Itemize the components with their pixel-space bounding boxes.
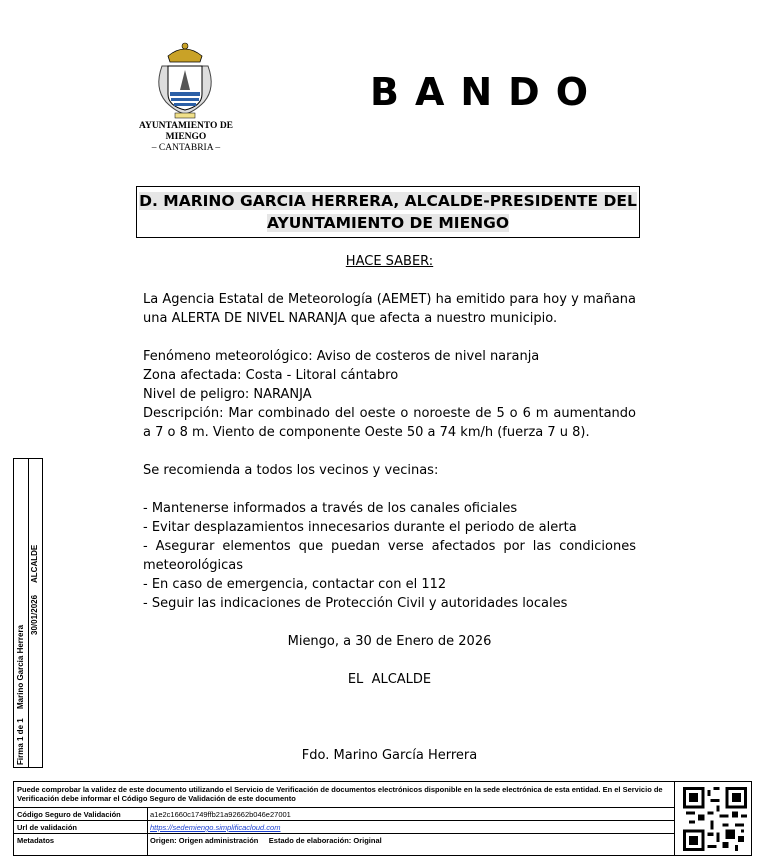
list-item: - En caso de emergencia, contactar con el 112	[143, 577, 447, 592]
issuer-title-box	[136, 186, 640, 238]
descripcion-paragraph: Descripción: Mar combinado del oeste o noroeste de 5 o 6 m aumentando a 7 o 8 m. Viento de componente Oeste 50 a 74 km/h (fuerza 7 u 8).	[143, 406, 636, 440]
list-item: - Seguir las indicaciones de Protección Civil y autoridades locales	[143, 596, 568, 611]
verification-footer	[13, 781, 752, 856]
signer-role-vertical: ALCALDE	[30, 544, 39, 583]
signature-count: Firma 1 de 1	[16, 718, 25, 765]
municipality-name: AYUNTAMIENTO DE MIENGO	[138, 121, 234, 142]
issuer-title-line1: D. MARINO GARCIA HERRERA, ALCALDE-PRESIDENTE DEL	[139, 192, 637, 210]
recommendation-intro: Se recomienda a todos los vecinos y vecinas:	[143, 463, 439, 478]
list-item: - Asegurar elementos que puedan verse afectados por las condiciones meteorológicas	[143, 539, 636, 573]
zona-line: Zona afectada: Costa - Litoral cántabro	[143, 368, 399, 383]
fenomeno-line: Fenómeno meteorológico: Aviso de costeros de nivel naranja	[143, 349, 540, 364]
csv-value: a1e2c1660c1749ffb21a92662b046e27001	[150, 810, 291, 819]
signer-name-vertical: Marino Garcia Herrera	[16, 624, 25, 709]
metadata-label: Metadatos	[17, 836, 55, 845]
signer-role: EL ALCALDE	[347, 672, 432, 687]
region-name: – CANTABRIA –	[151, 143, 221, 153]
place-date: Miengo, a 30 de Enero de 2026	[287, 634, 492, 649]
intro-paragraph: La Agencia Estatal de Meteorología (AEMET) ha emitido para hoy y mañana una ALERTA DE NIVEL NARANJA que afecta a nuestro municipio.	[143, 292, 636, 326]
qr-code-icon	[683, 787, 747, 851]
list-item: - Mantenerse informados a través de los canales oficiales	[143, 501, 518, 516]
signature-date: 30/01/2026	[30, 594, 39, 635]
url-label: Url de validación	[17, 823, 78, 832]
coat-of-arms-logo	[150, 38, 220, 120]
signature-sidebar	[13, 458, 43, 768]
issuer-title-line2: AYUNTAMIENTO DE MIENGO	[266, 214, 510, 232]
document-type-title: BANDO	[370, 70, 605, 114]
municipality-block	[125, 121, 247, 154]
hace-saber-heading: HACE SABER:	[345, 254, 434, 269]
validation-url-link[interactable]: https://sedemiengo.simplificacloud.com	[150, 823, 281, 832]
metadata-value: Origen: Origen administración Estado de elaboración: Original	[150, 836, 382, 845]
verification-notice: Puede comprobar la validez de este documento utilizando el Servicio de Verificación de documentos electrónicos disponible en la sede electrónica de esta entidad. En el Servicio de Verificación debe informar el Código Seguro de Validación de este documento	[17, 785, 663, 803]
document-body	[143, 252, 636, 765]
list-item: - Evitar desplazamientos innecesarios durante el periodo de alerta	[143, 520, 577, 535]
nivel-line: Nivel de peligro: NARANJA	[143, 387, 312, 402]
signature-line: Fdo. Marino García Herrera	[301, 748, 478, 763]
csv-label: Código Seguro de Validación	[17, 810, 121, 819]
